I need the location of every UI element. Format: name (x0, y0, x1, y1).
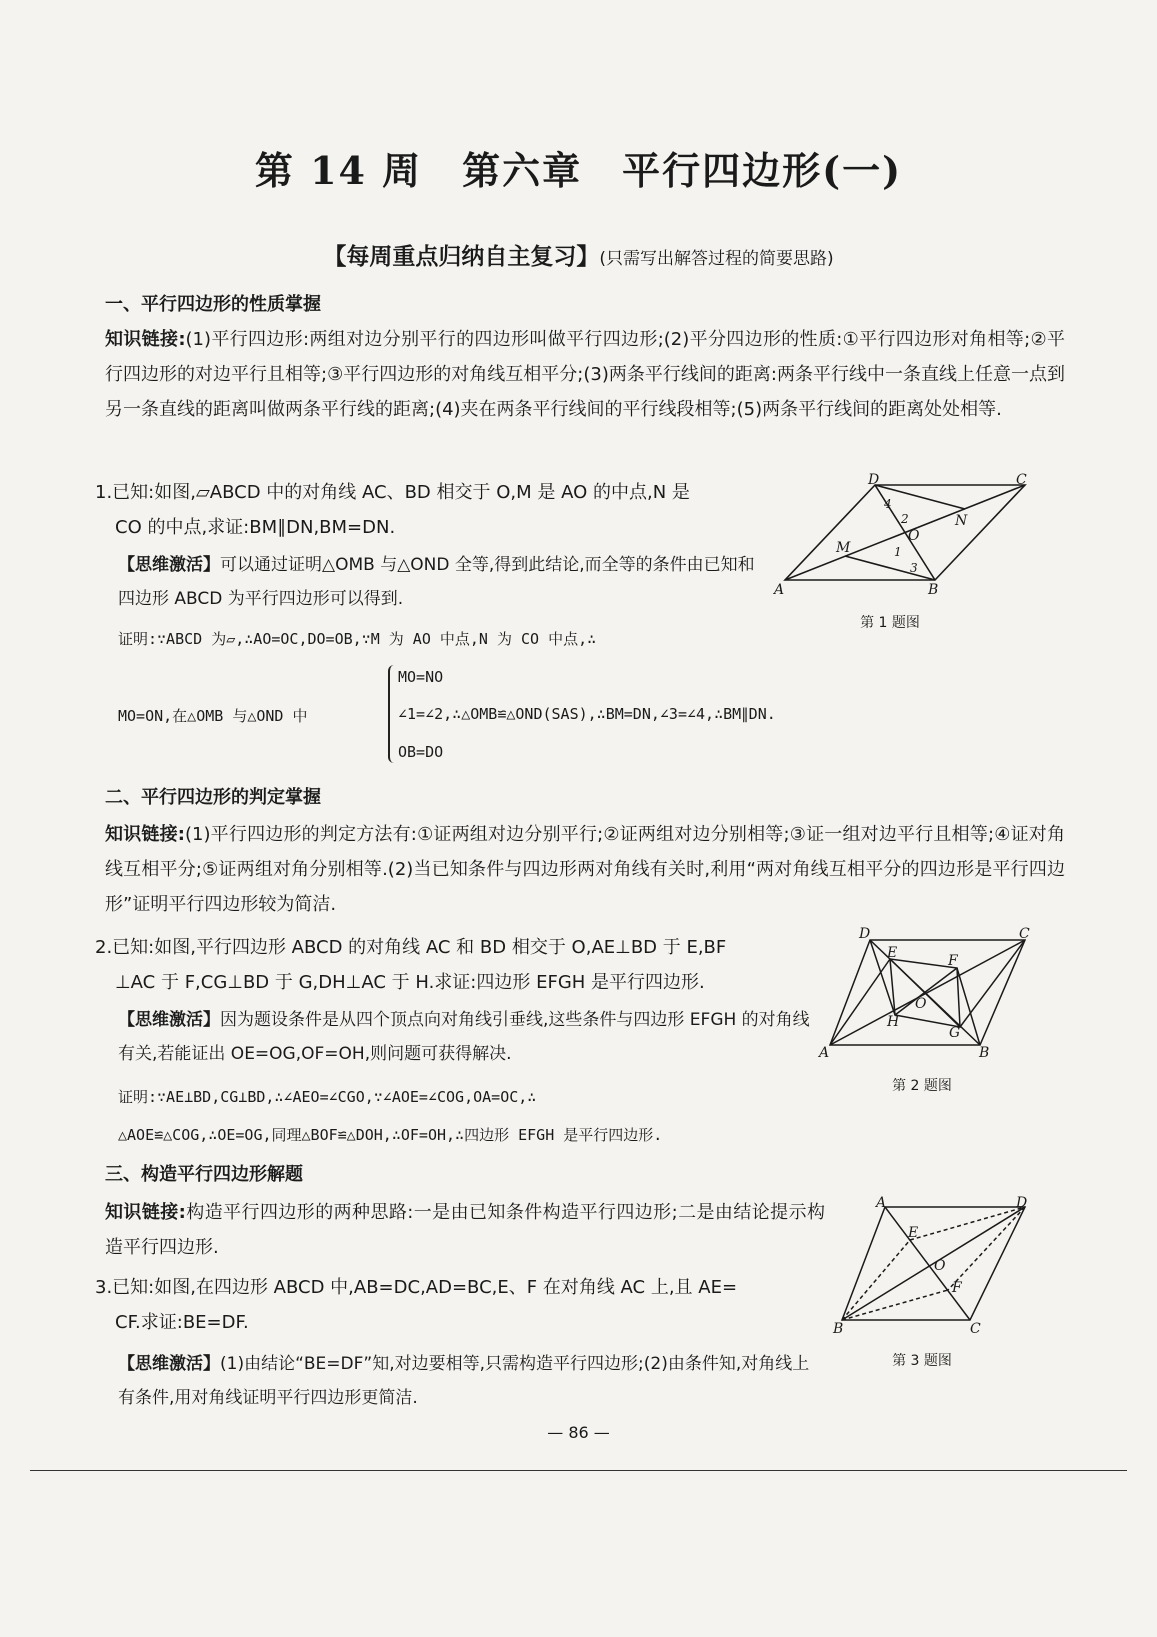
fig1-label-a: A (774, 582, 785, 598)
fig2-label-a: A (819, 1045, 830, 1061)
knowledge-text: 构造平行四边形的两种思路:一是由已知条件构造平行四边形;二是由结论提示构造平行四边形. (105, 1202, 825, 1258)
knowledge-label: 知识链接: (105, 1202, 186, 1223)
bottom-rule (30, 1470, 1127, 1471)
fig2-label-o: O (915, 996, 927, 1012)
knowledge-label: 知识链接: (105, 329, 186, 350)
problem-3-line1: 3.已知:如图,在四边形 ABCD 中,AB=DC,AD=BC,E、F 在对角线 AC 上,且 AE= (95, 1277, 738, 1298)
proof-brace (388, 665, 398, 763)
fig3-label-e: E (908, 1225, 919, 1241)
subtitle-main: 【每周重点归纳自主复习】 (323, 244, 600, 270)
fig1-label-b: B (928, 582, 939, 598)
fig3-label-c: C (970, 1321, 981, 1337)
knowledge-text: (1)平行四边形:两组对边分别平行的四边形叫做平行四边形;(2)平分四边形的性质:①平行四边形对角相等;②平行四边形的对边平行且相等;③平行四边形的对角线互相平分;(3)两条平行线间的距离:两条平行线中一条直线上任意一点到另一条直线的距离叫做两条平行线的距离;(4)夹在两条平行线间的平行线段相等;(5)两条平行线间的距离处处相等. (105, 329, 1065, 420)
section-1-heading: 一、平行四边形的性质掌握 (105, 294, 321, 315)
section-3-knowledge (105, 1195, 825, 1265)
fig1-label-m: M (836, 540, 851, 556)
problem-1-proof-line1: 证明:∵ABCD 为▱,∴AO=OC,DO=OB,∵M 为 AO 中点,N 为 CO 中点,∴ (118, 630, 597, 648)
fig1-label-c: C (1016, 472, 1027, 488)
problem-2-line2: ⊥AC 于 F,CG⊥BD 于 G,DH⊥AC 于 H.求证:四边形 EFGH 是平行四边形. (115, 972, 705, 993)
hint-label: 【思维激活】 (118, 1354, 220, 1374)
fig3-label-a: A (876, 1195, 887, 1211)
brace-line-3: OB=DO (398, 743, 444, 761)
fig2-label-f: F (948, 953, 958, 969)
page-title: 第 14 周 第六章 平行四边形(一) (254, 148, 903, 193)
fig3-bf (842, 1290, 948, 1320)
knowledge-text: (1)平行四边形的判定方法有:①证两组对边分别平行;②证两组对边分别相等;③证一组对边平行且相等;④证对角线互相平分;⑤证两组对角分别相等.(2)当已知条件与四边形两对角线有关时,利用“两对角线互相平分的四边形是平行四边形”证明平行四边形较为简洁. (105, 824, 1065, 915)
fig1-label-1: 1 (894, 545, 902, 559)
fig2-label-e: E (887, 945, 898, 961)
fig3-label-o: O (934, 1258, 946, 1274)
knowledge-label: 知识链接: (105, 824, 185, 845)
brace-line-2: ∠1=∠2,∴△OMB≌△OND(SAS),∴BM=DN,∠3=∠4,∴BM∥DN. (398, 705, 776, 723)
fig3-label-f: F (952, 1280, 962, 1296)
problem-3-line2: CF.求证:BE=DF. (115, 1312, 249, 1333)
section-1-knowledge (105, 322, 1065, 427)
review-subtitle (0, 238, 1157, 271)
problem-1 (95, 475, 775, 545)
fig2-label-c: C (1019, 926, 1030, 942)
hint-label: 【思维激活】 (118, 1010, 220, 1030)
fig3-df (948, 1207, 1025, 1290)
hint-label: 【思维激活】 (118, 555, 220, 575)
fig1-label-d: D (868, 472, 880, 488)
problem-3-hint (118, 1347, 818, 1415)
figure-1 (770, 470, 1040, 605)
figure-2 (815, 925, 1045, 1065)
page-number: — 86 — (547, 1423, 610, 1442)
section-2-knowledge (105, 817, 1065, 922)
fig2-label-h: H (887, 1014, 900, 1030)
fig1-label-4: 4 (884, 497, 892, 511)
fig2-label-g: G (949, 1025, 961, 1041)
fig2-label-b: B (979, 1045, 990, 1061)
section-2-heading: 二、平行四边形的判定掌握 (105, 787, 321, 808)
subtitle-note: (只需写出解答过程的简要思路) (599, 249, 834, 269)
problem-2-proof-line1: 证明:∵AE⊥BD,CG⊥BD,∴∠AEO=∠CGO,∵∠AOE=∠COG,OA=OC,∴ (118, 1088, 537, 1106)
problem-2-hint (118, 1003, 818, 1071)
problem-1-proof-pre: MO=ON,在△OMB 与△OND 中 (118, 707, 308, 725)
fig2-label-d: D (859, 926, 871, 942)
figure-1-caption: 第 1 题图 (860, 615, 920, 631)
figure-3-caption: 第 3 题图 (892, 1353, 952, 1369)
fig1-label-3: 3 (910, 561, 918, 575)
fig1-label-2: 2 (901, 512, 909, 526)
fig3-label-b: B (833, 1321, 844, 1337)
fig3-be (842, 1240, 910, 1320)
hint-text: 因为题设条件是从四个顶点向对角线引垂线,这些条件与四边形 EFGH 的对角线有关,若能证出 OE=OG,OF=OH,则问题可获得解决. (118, 1010, 810, 1064)
fig3-de (910, 1207, 1025, 1240)
problem-2-line1: 2.已知:如图,平行四边形 ABCD 的对角线 AC 和 BD 相交于 O,AE⊥BD 于 E,BF (95, 937, 727, 958)
hint-text: 可以通过证明△OMB 与△OND 全等,得到此结论,而全等的条件由已知和四边形 ABCD 为平行四边形可以得到. (118, 555, 755, 609)
hint-text: (1)由结论“BE=DF”知,对边要相等,只需构造平行四边形;(2)由条件知,对角线上有条件,用对角线证明平行四边形更简洁. (118, 1354, 810, 1408)
problem-2-proof-line2: △AOE≌△COG,∴OE=OG,同理△BOF≌△DOH,∴OF=OH,∴四边形 EFGH 是平行四边形. (118, 1126, 663, 1144)
problem-3 (95, 1270, 815, 1340)
figure-3 (830, 1195, 1040, 1340)
problem-1-line2: CO 的中点,求证:BM∥DN,BM=DN. (115, 517, 396, 538)
brace-line-1: MO=NO (398, 668, 444, 686)
fig1-label-n: N (955, 513, 968, 529)
fig3-diagonal-ac (885, 1207, 970, 1320)
problem-1-hint (118, 548, 768, 616)
fig3-label-d: D (1016, 1195, 1028, 1211)
problem-1-line1: 1.已知:如图,▱ABCD 中的对角线 AC、BD 相交于 O,M 是 AO 的中点,N 是 (95, 482, 690, 503)
fig2-diagonal-ac (830, 940, 1025, 1045)
fig1-label-o: O (908, 528, 920, 544)
section-3-heading: 三、构造平行四边形解题 (105, 1164, 303, 1185)
figure-2-caption: 第 2 题图 (892, 1078, 952, 1094)
problem-2 (95, 930, 815, 1000)
